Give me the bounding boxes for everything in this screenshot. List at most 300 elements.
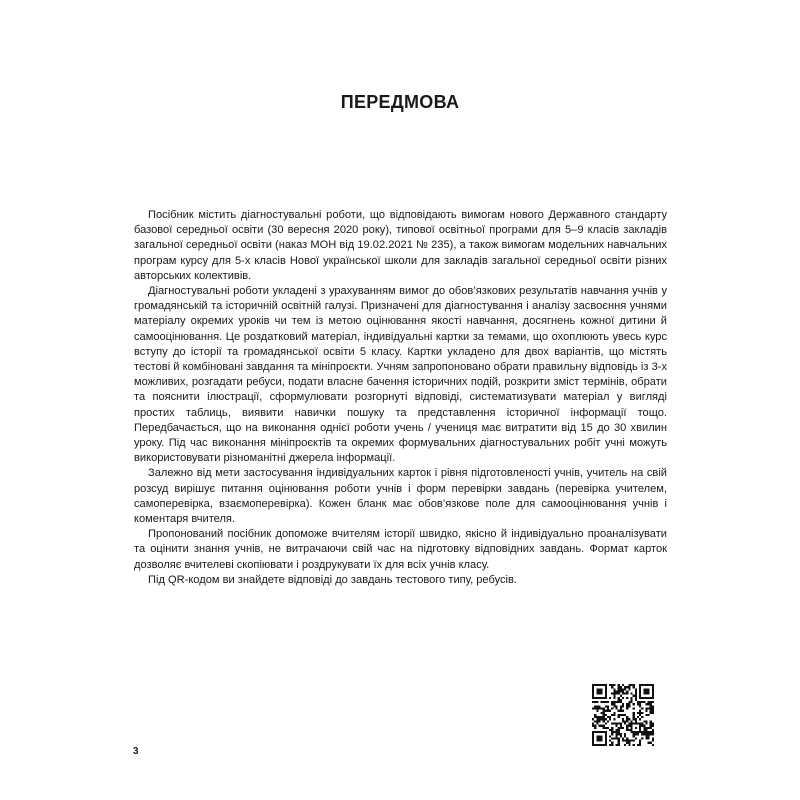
qr-module bbox=[613, 703, 615, 705]
qr-module bbox=[618, 693, 620, 695]
qr-module bbox=[633, 684, 635, 686]
qr-module bbox=[641, 708, 643, 710]
paragraph-4: Пропонований посібник допоможе вчителям історії швидко, якісно й індивідуально проаналізувати та оцінити знання учнів, не витрачаючи свій час на підготовку відповідних завдань. Формат карток дозволяє вчителеві скопіювати і роздрукувати їх для всіх учнів класу. bbox=[134, 528, 667, 571]
qr-module bbox=[652, 684, 654, 686]
qr-module bbox=[603, 710, 605, 712]
qr-module bbox=[622, 690, 624, 692]
qr-module bbox=[643, 697, 645, 699]
qr-module bbox=[594, 727, 596, 729]
qr-module bbox=[616, 708, 618, 710]
qr-module bbox=[637, 731, 639, 733]
qr-module bbox=[645, 688, 647, 690]
qr-module bbox=[603, 731, 605, 733]
qr-module bbox=[635, 693, 637, 695]
qr-module bbox=[592, 733, 594, 735]
qr-module bbox=[607, 716, 609, 718]
qr-module bbox=[639, 727, 641, 729]
qr-module bbox=[641, 733, 643, 735]
qr-module bbox=[643, 693, 645, 695]
qr-module bbox=[652, 708, 654, 710]
qr-module bbox=[609, 718, 611, 720]
qr-module bbox=[633, 722, 635, 724]
qr-module bbox=[613, 701, 615, 703]
qr-module bbox=[611, 684, 613, 686]
qr-module bbox=[648, 690, 650, 692]
qr-module bbox=[630, 722, 632, 724]
qr-module bbox=[645, 693, 647, 695]
qr-module bbox=[596, 735, 598, 737]
qr-module bbox=[607, 710, 609, 712]
qr-module bbox=[624, 720, 626, 722]
qr-module bbox=[639, 690, 641, 692]
qr-module bbox=[620, 695, 622, 697]
qr-module bbox=[613, 695, 615, 697]
qr-module bbox=[650, 722, 652, 724]
qr-module bbox=[635, 737, 637, 739]
qr-module bbox=[605, 727, 607, 729]
qr-module bbox=[626, 708, 628, 710]
qr-module bbox=[626, 690, 628, 692]
qr-module bbox=[618, 729, 620, 731]
qr-module bbox=[630, 740, 632, 742]
qr-module bbox=[611, 733, 613, 735]
qr-module bbox=[605, 718, 607, 720]
qr-module bbox=[639, 693, 641, 695]
qr-module bbox=[645, 727, 647, 729]
qr-module bbox=[635, 688, 637, 690]
qr-module bbox=[596, 705, 598, 707]
qr-module bbox=[639, 740, 641, 742]
qr-module bbox=[611, 731, 613, 733]
qr-module bbox=[633, 716, 635, 718]
qr-module bbox=[652, 701, 654, 703]
page-number: 3 bbox=[133, 746, 139, 757]
qr-module bbox=[596, 744, 598, 746]
qr-module bbox=[628, 722, 630, 724]
qr-module bbox=[601, 693, 603, 695]
qr-module bbox=[635, 722, 637, 724]
qr-module bbox=[598, 688, 600, 690]
qr-module bbox=[626, 727, 628, 729]
qr-module bbox=[592, 740, 594, 742]
qr-module bbox=[641, 684, 643, 686]
qr-module bbox=[620, 722, 622, 724]
qr-module bbox=[592, 686, 594, 688]
qr-module bbox=[633, 735, 635, 737]
qr-module bbox=[605, 735, 607, 737]
qr-module bbox=[611, 701, 613, 703]
qr-module bbox=[618, 733, 620, 735]
qr-module bbox=[626, 740, 628, 742]
qr-module bbox=[616, 693, 618, 695]
qr-module bbox=[639, 686, 641, 688]
qr-module bbox=[592, 684, 594, 686]
qr-module bbox=[622, 740, 624, 742]
qr-module bbox=[624, 722, 626, 724]
qr-module bbox=[609, 744, 611, 746]
qr-module bbox=[613, 693, 615, 695]
qr-module bbox=[611, 703, 613, 705]
paragraph-5: Під QR-кодом ви знайдете відповіді до завдань тестового типу, ребусів. bbox=[148, 573, 518, 586]
qr-module bbox=[605, 742, 607, 744]
qr-module bbox=[622, 693, 624, 695]
qr-module bbox=[633, 714, 635, 716]
qr-module bbox=[639, 714, 641, 716]
qr-module bbox=[635, 733, 637, 735]
qr-module bbox=[605, 690, 607, 692]
qr-module bbox=[618, 701, 620, 703]
qr-module bbox=[592, 708, 594, 710]
qr-module bbox=[630, 731, 632, 733]
qr-module bbox=[650, 742, 652, 744]
qr-module bbox=[645, 731, 647, 733]
qr-module bbox=[618, 684, 620, 686]
qr-module bbox=[611, 693, 613, 695]
qr-module bbox=[637, 716, 639, 718]
qr-module bbox=[626, 705, 628, 707]
qr-module bbox=[630, 727, 632, 729]
qr-module bbox=[605, 693, 607, 695]
qr-module bbox=[598, 697, 600, 699]
qr-module bbox=[620, 705, 622, 707]
qr-module bbox=[652, 686, 654, 688]
qr-module bbox=[594, 720, 596, 722]
qr-module bbox=[603, 725, 605, 727]
qr-module bbox=[628, 729, 630, 731]
qr-module bbox=[620, 710, 622, 712]
qr-module bbox=[618, 737, 620, 739]
qr-module bbox=[592, 737, 594, 739]
qr-module bbox=[652, 722, 654, 724]
qr-module bbox=[645, 710, 647, 712]
qr-module bbox=[630, 725, 632, 727]
qr-module bbox=[633, 695, 635, 697]
qr-module bbox=[628, 686, 630, 688]
qr-module bbox=[624, 693, 626, 695]
qr-module bbox=[596, 740, 598, 742]
qr-module bbox=[598, 740, 600, 742]
qr-module bbox=[594, 684, 596, 686]
qr-module bbox=[611, 737, 613, 739]
qr-module bbox=[592, 695, 594, 697]
qr-module bbox=[594, 725, 596, 727]
qr-module bbox=[594, 714, 596, 716]
qr-module bbox=[622, 710, 624, 712]
preface-body bbox=[134, 208, 667, 588]
qr-module bbox=[616, 722, 618, 724]
qr-module bbox=[616, 701, 618, 703]
qr-module bbox=[611, 744, 613, 746]
qr-module bbox=[622, 737, 624, 739]
qr-module bbox=[643, 727, 645, 729]
qr-module bbox=[650, 710, 652, 712]
qr-module bbox=[605, 697, 607, 699]
qr-module bbox=[598, 684, 600, 686]
qr-module bbox=[616, 729, 618, 731]
qr-module bbox=[618, 716, 620, 718]
qr-module bbox=[637, 703, 639, 705]
qr-module bbox=[596, 693, 598, 695]
qr-module bbox=[645, 722, 647, 724]
qr-module bbox=[598, 690, 600, 692]
qr-module bbox=[605, 684, 607, 686]
qr-module bbox=[611, 722, 613, 724]
qr-module bbox=[626, 703, 628, 705]
qr-module bbox=[613, 688, 615, 690]
qr-module bbox=[643, 720, 645, 722]
qr-module bbox=[592, 701, 594, 703]
qr-module bbox=[637, 701, 639, 703]
qr-module bbox=[609, 697, 611, 699]
qr-module bbox=[616, 733, 618, 735]
qr-module bbox=[650, 701, 652, 703]
qr-module bbox=[643, 688, 645, 690]
qr-module bbox=[609, 735, 611, 737]
qr-module bbox=[603, 714, 605, 716]
qr-module bbox=[616, 744, 618, 746]
qr-module bbox=[607, 727, 609, 729]
qr-module bbox=[601, 708, 603, 710]
qr-module bbox=[648, 733, 650, 735]
qr-module bbox=[624, 688, 626, 690]
qr-module bbox=[648, 703, 650, 705]
qr-module bbox=[652, 688, 654, 690]
qr-module bbox=[630, 693, 632, 695]
qr-module bbox=[605, 733, 607, 735]
qr-module bbox=[622, 727, 624, 729]
qr-module bbox=[620, 714, 622, 716]
qr-module bbox=[620, 708, 622, 710]
qr-module bbox=[645, 737, 647, 739]
qr-module bbox=[635, 731, 637, 733]
qr-module bbox=[603, 708, 605, 710]
qr-module bbox=[607, 705, 609, 707]
qr-module bbox=[598, 735, 600, 737]
qr-module bbox=[594, 716, 596, 718]
qr-module bbox=[592, 722, 594, 724]
qr-module bbox=[596, 701, 598, 703]
qr-module bbox=[635, 718, 637, 720]
paragraph-1: Посібник містить діагностувальні роботи, що відповідають вимогам нового Державного стандарту базової середньої освіти (30 вересня 2020 року), типової освітньої програми для 5–9 класів закладів загальної середньої освіти (наказ МОН від 19.02.2021 № 235), а також вимогам модельних навчальних програм курсу для 5-х класів Нової української школи для закладів загальної середньої освіти різних авторських колективів. bbox=[134, 209, 667, 282]
qr-module bbox=[605, 705, 607, 707]
qr-module bbox=[616, 705, 618, 707]
qr-module bbox=[609, 716, 611, 718]
qr-module bbox=[592, 744, 594, 746]
qr-module bbox=[592, 742, 594, 744]
qr-module bbox=[592, 690, 594, 692]
qr-module bbox=[650, 725, 652, 727]
qr-module bbox=[650, 720, 652, 722]
qr-module bbox=[605, 686, 607, 688]
qr-module bbox=[639, 695, 641, 697]
qr-module bbox=[613, 714, 615, 716]
qr-module bbox=[648, 731, 650, 733]
qr-module bbox=[592, 735, 594, 737]
qr-module bbox=[633, 703, 635, 705]
qr-module bbox=[618, 690, 620, 692]
qr-module bbox=[598, 718, 600, 720]
qr-module bbox=[594, 701, 596, 703]
qr-module bbox=[603, 684, 605, 686]
qr-module bbox=[609, 710, 611, 712]
qr-module bbox=[605, 688, 607, 690]
qr-module bbox=[641, 697, 643, 699]
qr-module bbox=[603, 712, 605, 714]
qr-module bbox=[650, 731, 652, 733]
qr-module bbox=[635, 720, 637, 722]
qr-module bbox=[628, 688, 630, 690]
qr-module bbox=[592, 725, 594, 727]
qr-module bbox=[630, 729, 632, 731]
qr-module bbox=[650, 703, 652, 705]
qr-module bbox=[628, 742, 630, 744]
qr-module bbox=[633, 731, 635, 733]
qr-module bbox=[598, 708, 600, 710]
qr-module bbox=[643, 733, 645, 735]
qr-module bbox=[639, 705, 641, 707]
qr-module bbox=[601, 740, 603, 742]
qr-module bbox=[618, 744, 620, 746]
qr-module bbox=[624, 740, 626, 742]
qr-module bbox=[618, 722, 620, 724]
qr-module bbox=[598, 705, 600, 707]
qr-module bbox=[601, 737, 603, 739]
qr-module bbox=[601, 718, 603, 720]
qr-module bbox=[648, 737, 650, 739]
qr-module bbox=[626, 718, 628, 720]
qr-module bbox=[630, 684, 632, 686]
qr-module bbox=[626, 686, 628, 688]
qr-module bbox=[605, 710, 607, 712]
qr-module bbox=[641, 725, 643, 727]
qr-module bbox=[648, 701, 650, 703]
qr-module bbox=[592, 697, 594, 699]
qr-module bbox=[603, 744, 605, 746]
qr-module bbox=[645, 697, 647, 699]
qr-module bbox=[622, 705, 624, 707]
qr-module bbox=[628, 718, 630, 720]
qr-module bbox=[605, 740, 607, 742]
qr-module bbox=[596, 710, 598, 712]
qr-module bbox=[592, 693, 594, 695]
qr-module bbox=[611, 742, 613, 744]
qr-module bbox=[639, 718, 641, 720]
qr-module bbox=[641, 712, 643, 714]
qr-module bbox=[633, 686, 635, 688]
qr-module bbox=[624, 744, 626, 746]
qr-module bbox=[645, 690, 647, 692]
qr-module bbox=[609, 740, 611, 742]
qr-module bbox=[626, 693, 628, 695]
qr-module bbox=[596, 722, 598, 724]
qr-module bbox=[616, 735, 618, 737]
qr-module bbox=[601, 735, 603, 737]
qr-module bbox=[618, 686, 620, 688]
qr-module bbox=[607, 720, 609, 722]
qr-module bbox=[607, 708, 609, 710]
qr-module bbox=[601, 701, 603, 703]
qr-module bbox=[626, 697, 628, 699]
qr-module bbox=[652, 744, 654, 746]
qr-module bbox=[596, 731, 598, 733]
qr-module bbox=[641, 716, 643, 718]
qr-module bbox=[603, 697, 605, 699]
qr-module bbox=[622, 688, 624, 690]
qr-module bbox=[624, 714, 626, 716]
qr-module bbox=[628, 701, 630, 703]
qr-module bbox=[605, 737, 607, 739]
qr-module bbox=[594, 697, 596, 699]
qr-module bbox=[620, 688, 622, 690]
qr-module bbox=[630, 701, 632, 703]
qr-module bbox=[596, 737, 598, 739]
qr-module bbox=[613, 731, 615, 733]
paragraph-3: Залежно від мети застосування індивідуальних карток і рівня підготовленості учнів, учитель на свій розсуд вирішує питання оцінювання роботи учнів і форм перевірки завдань (перевірка учителем, самоперевірка, взаємоперевірка). Кожен бланк має обов’язкове поле для самооцінювання учнів і коментаря вчителя. bbox=[134, 467, 667, 526]
qr-module bbox=[620, 735, 622, 737]
qr-module bbox=[645, 708, 647, 710]
qr-module bbox=[648, 684, 650, 686]
qr-module bbox=[624, 686, 626, 688]
qr-module bbox=[620, 701, 622, 703]
qr-module bbox=[652, 690, 654, 692]
qr-module bbox=[605, 722, 607, 724]
qr-module bbox=[650, 684, 652, 686]
qr-module bbox=[618, 699, 620, 701]
qr-module bbox=[601, 716, 603, 718]
qr-module bbox=[650, 712, 652, 714]
qr-module bbox=[624, 735, 626, 737]
qr-module bbox=[643, 731, 645, 733]
qr-module bbox=[652, 697, 654, 699]
qr-module bbox=[613, 690, 615, 692]
qr-module bbox=[603, 718, 605, 720]
qr-code-icon[interactable] bbox=[592, 684, 654, 746]
qr-module bbox=[639, 731, 641, 733]
qr-module bbox=[652, 725, 654, 727]
qr-module bbox=[622, 703, 624, 705]
qr-module bbox=[652, 710, 654, 712]
qr-module bbox=[641, 737, 643, 739]
qr-module bbox=[652, 695, 654, 697]
qr-module bbox=[650, 708, 652, 710]
qr-module bbox=[645, 735, 647, 737]
qr-module bbox=[603, 701, 605, 703]
qr-module bbox=[613, 722, 615, 724]
qr-module bbox=[639, 712, 641, 714]
qr-module bbox=[624, 733, 626, 735]
qr-module bbox=[611, 729, 613, 731]
qr-module bbox=[650, 727, 652, 729]
qr-module bbox=[618, 714, 620, 716]
qr-module bbox=[639, 725, 641, 727]
qr-module bbox=[652, 731, 654, 733]
qr-module bbox=[628, 744, 630, 746]
qr-module bbox=[643, 725, 645, 727]
qr-module bbox=[622, 684, 624, 686]
qr-module bbox=[605, 701, 607, 703]
qr-module bbox=[641, 731, 643, 733]
qr-module bbox=[598, 731, 600, 733]
qr-module bbox=[626, 716, 628, 718]
qr-module bbox=[620, 725, 622, 727]
qr-module bbox=[645, 684, 647, 686]
qr-module bbox=[650, 733, 652, 735]
qr-module bbox=[603, 720, 605, 722]
qr-module bbox=[618, 710, 620, 712]
qr-module bbox=[652, 740, 654, 742]
qr-module bbox=[596, 718, 598, 720]
qr-module bbox=[652, 712, 654, 714]
